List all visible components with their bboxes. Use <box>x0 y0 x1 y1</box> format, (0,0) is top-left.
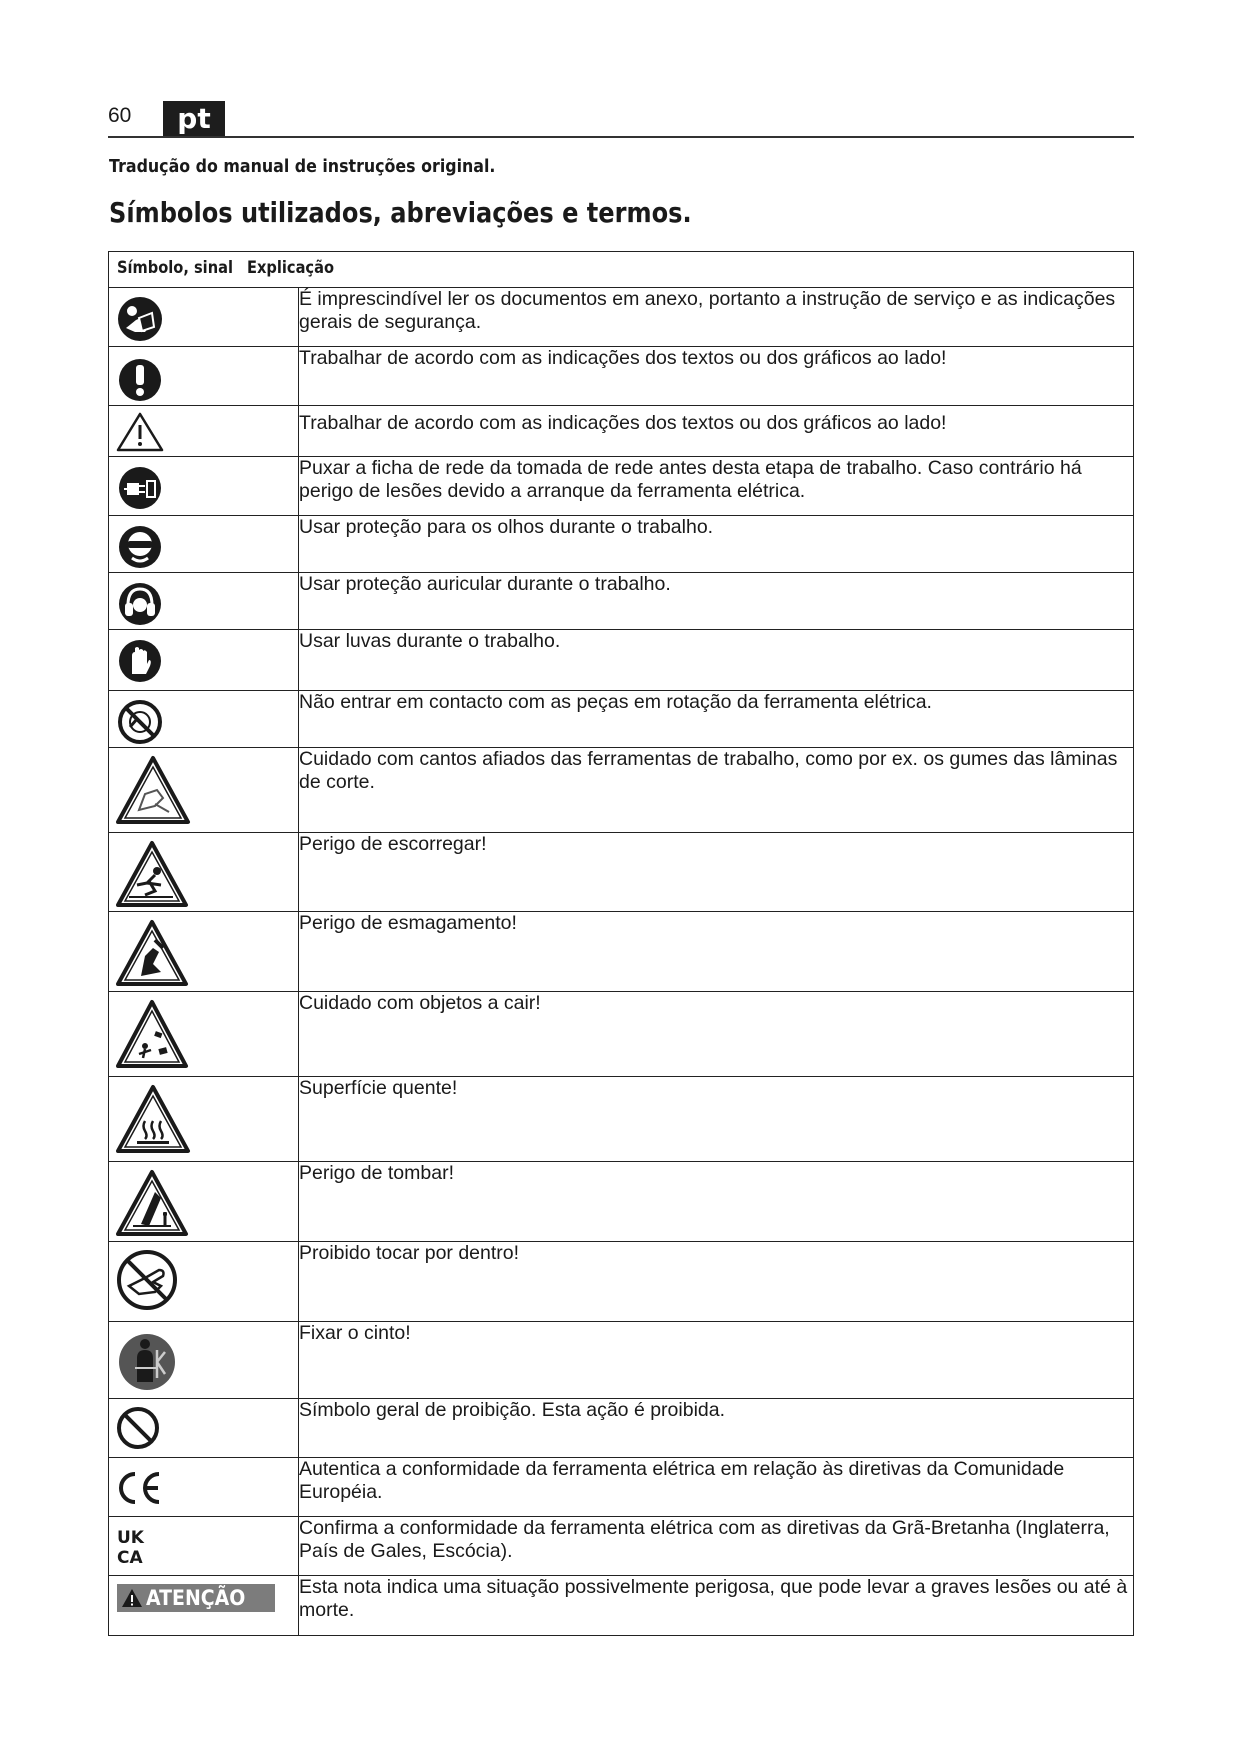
explanation-text: Usar luvas durante o trabalho. <box>299 630 1134 691</box>
warning-triangle-icon <box>121 1588 143 1608</box>
table-row <box>109 992 1134 1077</box>
table-row <box>109 630 1134 691</box>
page-number: 60 <box>108 104 132 127</box>
crush-hazard-icon <box>115 918 189 988</box>
column-header-explanation: Explicação <box>247 258 335 278</box>
table-row <box>109 1322 1134 1399</box>
table-row <box>109 1576 1134 1636</box>
table-row <box>109 1458 1134 1517</box>
explanation-text: Confirma a conformidade da ferramenta elétrica com as diretivas da Grã-Bretanha (Inglaterra, País de Gales, Escócia). <box>299 1517 1134 1576</box>
table-header-row <box>109 252 1134 288</box>
prohibition-icon <box>115 1405 161 1451</box>
ear-protection-icon <box>115 579 165 629</box>
table-row <box>109 516 1134 573</box>
no-contact-rotating-icon <box>115 697 165 747</box>
table-row <box>109 347 1134 406</box>
tipping-hazard-icon <box>115 1168 189 1238</box>
ukca-mark-icon <box>115 1525 155 1569</box>
falling-objects-icon <box>115 998 189 1070</box>
explanation-text: Perigo de tombar! <box>299 1162 1134 1242</box>
ce-mark-icon <box>115 1468 165 1508</box>
explanation-text: Usar proteção para os olhos durante o trabalho. <box>299 516 1134 573</box>
symbols-table <box>108 251 1134 1636</box>
explanation-text: Perigo de esmagamento! <box>299 912 1134 992</box>
explanation-text: Não entrar em contacto com as peças em rotação da ferramenta elétrica. <box>299 691 1134 748</box>
explanation-text: Perigo de escorregar! <box>299 833 1134 912</box>
sharp-edges-warning-icon <box>115 754 191 826</box>
table-row <box>109 573 1134 630</box>
column-header-symbol: Símbolo, sinal <box>117 258 233 278</box>
eye-protection-icon <box>115 522 165 572</box>
explanation-text: Fixar o cinto! <box>299 1322 1134 1399</box>
fasten-belt-icon <box>115 1328 179 1394</box>
explanation-text: Cuidado com objetos a cair! <box>299 992 1134 1077</box>
exclamation-mandatory-icon <box>115 355 165 405</box>
warning-triangle-icon <box>115 410 165 454</box>
document-subtitle: Tradução do manual de instruções original. <box>109 156 496 177</box>
table-row <box>109 912 1134 992</box>
table-row <box>109 833 1134 912</box>
read-manual-icon <box>115 294 165 344</box>
explanation-text: Cuidado com cantos afiados das ferramentas de trabalho, como por ex. os gumes das lâminas de corte. <box>299 748 1134 833</box>
table-row <box>109 1517 1134 1576</box>
table-row <box>109 457 1134 516</box>
explanation-text: Trabalhar de acordo com as indicações dos textos ou dos gráficos ao lado! <box>299 406 1134 457</box>
header-rule <box>108 136 1134 138</box>
explanation-text: É imprescindível ler os documentos em anexo, portanto a instrução de serviço e as indicações gerais de segurança. <box>299 288 1134 347</box>
explanation-text: Trabalhar de acordo com as indicações dos textos ou dos gráficos ao lado! <box>299 347 1134 406</box>
ukca-mark-bottom: CA <box>117 1548 143 1568</box>
no-reach-in-icon <box>115 1248 179 1312</box>
page-title: Símbolos utilizados, abreviações e termos. <box>109 196 692 229</box>
explanation-text: Superfície quente! <box>299 1077 1134 1162</box>
table-row <box>109 1077 1134 1162</box>
explanation-text: Puxar a ficha de rede da tomada de rede antes desta etapa de trabalho. Caso contrário há perigo de lesões devido a arranque da ferramenta elétrica. <box>299 457 1134 516</box>
gloves-icon <box>115 636 165 686</box>
unplug-mains-icon <box>115 463 165 513</box>
table-row <box>109 406 1134 457</box>
ukca-mark-top: UK <box>117 1528 144 1548</box>
table-row <box>109 288 1134 347</box>
table-row <box>109 748 1134 833</box>
table-row <box>109 691 1134 748</box>
table-row <box>109 1399 1134 1458</box>
hot-surface-icon <box>115 1083 191 1155</box>
explanation-text: Símbolo geral de proibição. Esta ação é proibida. <box>299 1399 1134 1458</box>
table-row <box>109 1242 1134 1322</box>
table-row <box>109 1162 1134 1242</box>
language-tab: pt <box>163 101 225 137</box>
explanation-text: Proibido tocar por dentro! <box>299 1242 1134 1322</box>
slip-hazard-icon <box>115 839 189 909</box>
attention-label-text: ATENÇÃO <box>146 1586 246 1610</box>
attention-label-icon <box>117 1584 275 1612</box>
explanation-text: Autentica a conformidade da ferramenta elétrica em relação às diretivas da Comunidade Européia. <box>299 1458 1134 1517</box>
explanation-text: Esta nota indica uma situação possivelmente perigosa, que pode levar a graves lesões ou até à morte. <box>299 1576 1134 1636</box>
explanation-text: Usar proteção auricular durante o trabalho. <box>299 573 1134 630</box>
